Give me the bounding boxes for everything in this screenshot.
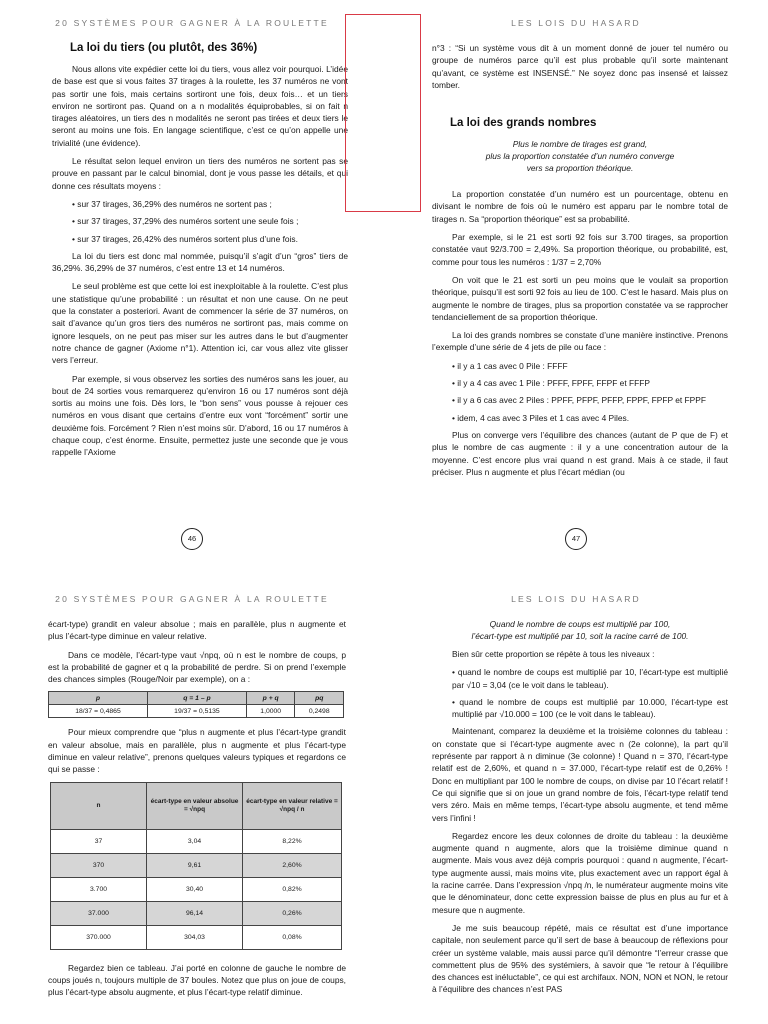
table-cell: 3.700	[51, 877, 147, 901]
table-cell: 96,14	[147, 901, 243, 925]
table-header: pq	[295, 692, 344, 705]
probability-table	[48, 691, 344, 718]
page-number: 47	[565, 528, 587, 550]
quote-block	[432, 618, 728, 642]
page-number: 46	[181, 528, 203, 550]
page-47	[384, 0, 768, 560]
table-cell: 370	[51, 853, 147, 877]
paragraph: Par exemple, si le 21 est sorti 92 fois sur 3.700 tirages, sa proportion constatée vaut 92/3.700 = 2,49%. Sa proportion théorique, ou probabilité, est, comme pour tous les numéros : 1/37 = 2,70%	[432, 232, 728, 267]
bullet-item: • quand le nombre de coups est multiplié par 10, l’écart-type est multiplié par √10 = 3,04 (ce le voit dans le tableau).	[452, 667, 728, 690]
table-row	[51, 877, 342, 901]
table-cell: 0,26%	[243, 901, 342, 925]
table-cell: 18/37 = 0,4865	[49, 705, 148, 718]
section-title: La loi des grands nombres	[450, 117, 597, 130]
table-cell: 0,82%	[243, 877, 342, 901]
quote-block	[432, 138, 728, 174]
paragraph: Dans ce modèle, l’écart-type vaut √npq, où n est le nombre de coups, p est la probabilité de gagner et q la probabilité de perdre. Si on prend l’exemple des chances simples (Rouge/Noir par exemple), on a :	[48, 649, 346, 685]
bullet-item: • il y a 6 cas avec 2 Piles : PPFF, PFPF, PFFP, FPPF, FPFP et FPPF	[452, 395, 706, 406]
paragraph: La proportion constatée d’un numéro est un pourcentage, obtenu en divisant le nombre de fois où le numéro est apparu par le nombre total de tirages n. Sa “proportion théorique” est sa probabilité.	[432, 189, 728, 224]
table-row	[51, 901, 342, 925]
quote-line: Quand le nombre de coups est multiplié par 100,	[489, 619, 671, 629]
table-cell: 370.000	[51, 925, 147, 949]
text-column	[52, 42, 348, 465]
quote-line: l’écart-type est multiplié par 10, soit la racine carré de 100.	[471, 631, 689, 641]
running-header: 20 SYSTÈMES POUR GAGNER À LA ROULETTE	[55, 18, 329, 28]
bullet-item: • il y a 1 cas avec 0 Pile : FFFF	[452, 360, 568, 371]
bullet-item: • sur 37 tirages, 26,42% des numéros sortent plus d’une fois.	[72, 233, 298, 244]
quote-line: Plus le nombre de tirages est grand,	[512, 139, 648, 150]
paragraph: écart-type) grandit en valeur absolue ; mais en parallèle, plus n augmente et plus l’écart-type diminue en valeur relative.	[48, 619, 346, 642]
table-header: écart-type en valeur absolue = √npq	[147, 782, 243, 829]
bullet-item: • idem, 4 cas avec 3 Piles et 1 cas avec 4 Piles.	[452, 412, 630, 423]
table-header: p + q	[246, 692, 295, 705]
running-header: LES LOIS DU HASARD	[511, 18, 641, 28]
table-cell: 0,2498	[295, 705, 344, 718]
table-header: écart-type en valeur relative = √npq / n	[243, 782, 342, 829]
paragraph: Maintenant, comparez la deuxième et la troisième colonnes du tableau : on constate que si l’écart-type augmente avec n (2e colonne), la part qu’il représente par rapport à n diminue (3e colonne) ! Quand n = 370, l’écart-type relatif est de 2,60%, et quand n = 37.000, l’écart-type relatif est de 0,26% ! Donc en multipliant par 100 le nombre de coups, on divise par 10 l’écart relatif ! Ce qui signifie que si on joue un grand nombre de fois, l’écart-type relatif tend vers zéro. Mais en même temps, l’écart-type absolu augmente, et tend même vers l’infini !	[432, 726, 728, 823]
paragraph: Par exemple, si vous observez les sorties des numéros sans les jouer, au bout de 24 sorties vous remarquerez qu’environ 16 ou 17 numéros sont déjà sortis au moins une fois. Dès lors, le “bon sens” vous pousse à rejouer ces numéros en vous disant que certains d’entre eux vont “forcément” sortir une deuxième fois. Forcément ? Rien n’est moins sûr. D’abord, 16 ou 17 numéros à chaque coup, c’est énorme. Ensuite, permettez juste une seconde que je vous rappelle l’Axiome	[52, 373, 348, 458]
table-cell: 304,03	[147, 925, 243, 949]
table-row	[51, 853, 342, 877]
text-column	[432, 618, 728, 1002]
page-48	[0, 580, 384, 1024]
paragraph: Plus on converge vers l’équilibre des chances (autant de P que de F) et plus le nombre de cas augmente : il y a une concentration autour de la moyenne. C’est encore plus vrai quand n est grand. Mais à ce stade, il faut préciser. Plus n augmente et plus l’écart médian (ou	[432, 429, 728, 477]
table-cell: 1,0000	[246, 705, 295, 718]
table-row	[51, 925, 342, 949]
paragraph: On voit que le 21 est sorti un peu moins que le voulait sa proportion théorique, puisqu’il est sorti 92 fois au lieu de 100. C’est le hasard. Mais plus on augmente le nombre de tirages, plus sa proportion constatée va se rapprocher tendanciellement de sa proportion théorique.	[432, 274, 728, 322]
paragraph: Pour mieux comprendre que “plus n augmente et plus l’écart-type grandit en valeur absolue, mais en parallèle, plus n augmente et plus l’écart-type diminue en valeur relative”, prenons quelques valeurs typiques et regardons ce qui se passe :	[48, 727, 346, 775]
std-deviation-table	[50, 782, 342, 950]
table-cell: 8,22%	[243, 829, 342, 853]
paragraph: La loi du tiers est donc mal nommée, puisqu’il s’agit d’un “gros” tiers de 36,29%. 36,29% de 37 numéros, c’est entre 13 et 14 numéros.	[52, 250, 348, 274]
quote-line: plus la proportion constatée d’un numéro converge	[485, 151, 675, 162]
bullet-item: • sur 37 tirages, 36,29% des numéros ne sortent pas ;	[72, 198, 272, 209]
table-row	[51, 829, 342, 853]
table-cell: 0,08%	[243, 925, 342, 949]
page-49	[384, 580, 768, 1024]
table-header: n	[51, 782, 147, 829]
table-cell: 9,61	[147, 853, 243, 877]
paragraph: Le résultat selon lequel environ un tiers des numéros ne sortent pas se prouve en passant par le calcul binomial, dont je vous passe les détails, et qui donne ces résultats moyens :	[52, 156, 348, 191]
table-header: p	[49, 692, 148, 705]
paragraph: Je me suis beaucoup répété, mais ce résultat est d’une importance capitale, non seulement parce qu’il sert de base à beaucoup de réflexions pour créer un système valable, mais aussi parce qu’il démontre “l’erreur crasse que commettent plus de 95% des systémiers, à savoir que “le retour à l’équilibre des chances est inéluctable”, ce qui est archifaux. NON, NON et NON, le retour à l’équilibre des chances n’est PAS	[432, 922, 728, 995]
quote-line: vers sa proportion théorique.	[526, 163, 634, 174]
table-cell: 30,40	[147, 877, 243, 901]
table-cell: 2,60%	[243, 853, 342, 877]
paragraph: Regardez encore les deux colonnes de droite du tableau : la deuxième augmente quand n augmente, alors que la troisième diminue quand n augmente. Mais vous avez déjà compris pourquoi : quand n augmente, l’écart-type augmente aussi, mais moins vite, plus exactement avec un rapport égal à la racine carrée. Dans l’expression √npq /n, le numérateur augmente moins vite que le dénominateur, donc cette expression baisse de plus en plus au fur et à mesure que n augmente.	[432, 830, 728, 915]
bullet-item: • sur 37 tirages, 37,29% des numéros sortent une seule fois ;	[72, 216, 299, 227]
running-header: LES LOIS DU HASARD	[511, 594, 641, 604]
table-header: q = 1 – p	[147, 692, 246, 705]
text-column	[48, 618, 346, 1005]
table-cell: 37.000	[51, 901, 147, 925]
table-cell: 37	[51, 829, 147, 853]
text-column	[432, 42, 728, 484]
paragraph: Regardez bien ce tableau. J’ai porté en colonne de gauche le nombre de coups joués n, toujours multiple de 37 boules. Notez que plus on joue de coups, plus l’écart-type absolu augmente, et plus l’écart-type relatif diminue.	[48, 962, 346, 998]
paragraph: La loi des grands nombres se constate d’une manière instinctive. Prenons l’exemple d’une série de 4 jets de pile ou face :	[432, 330, 728, 353]
table-cell: 19/37 = 0,5135	[147, 705, 246, 718]
page-46	[0, 0, 384, 560]
section-title: La loi du tiers (ou plutôt, des 36%)	[70, 42, 258, 54]
paragraph: Bien sûr cette proportion se répète à tous les niveaux :	[452, 649, 655, 659]
bullet-item: • quand le nombre de coups est multiplié par 10.000, l’écart-type est multiplié par √10.000 = 100 (ce le voit dans le tableau).	[452, 696, 728, 720]
table-cell: 3,04	[147, 829, 243, 853]
paragraph: Le seul problème est que cette loi est inexploitable à la roulette. C’est plus une statistique qu’une probabilité : un résultat et non une cause. On ne peut que la constater a posteriori. Avant de commencer la série de 37 numéros, on sait d’avance qu’un gros tiers des numéros ne sortiront pas, mais comme on ignore lesquels, on ne peut pas miser sur les autres dans le but d’augmenter notre chance de gagner (Axiome n°1). Attention ici, car vous allez vite glisser vers l’erreur.	[52, 281, 348, 366]
bullet-item: • il y a 4 cas avec 1 Pile : PFFF, FPFF, FFPF et FFFP	[452, 378, 650, 389]
paragraph: n°3 : “Si un système vous dit à un moment donné de jouer tel numéro ou groupe de numéros parce qu’il est plus probable qu’il sorte maintenant qu’avant, ce système est INSENSÉ.” Ne soyez donc pas insensé et laissez tomber.	[432, 43, 728, 90]
running-header: 20 SYSTÈMES POUR GAGNER À LA ROULETTE	[55, 594, 329, 604]
paragraph: Nous allons vite expédier cette loi du tiers, vous allez voir pourquoi. L’idée de base est que si vous faites 37 tirages à la roulette, les 37 numéros ne vont pas sortir une fois, mais certains sortiront une fois, deux fois… et un tiers environ ne sortiront pas. Quand on a n modalités équiprobables, si on fait n tirages aléatoires, un tiers des n modalités ne seront pas tirées et deux tiers le seront au moins une fois. En langage scientifique, c’est ce qu’on appelle une trivialité (une évidence).	[52, 64, 348, 148]
table-row	[49, 705, 344, 718]
